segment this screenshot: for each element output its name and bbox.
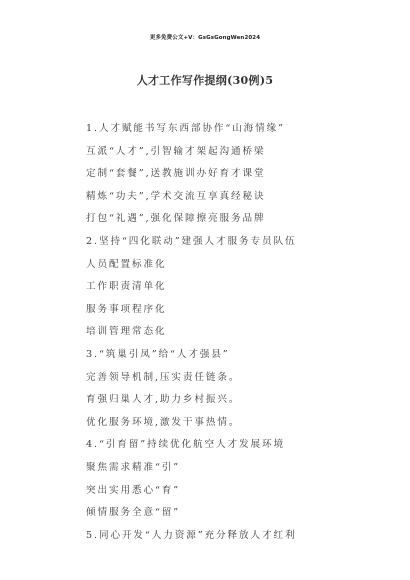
outline-item: 打包“礼遇”,强化保障擦亮服务品牌 — [86, 213, 266, 225]
outline-item: 突出实用悉心“育” — [86, 484, 181, 496]
outline-item: 人员配置标准化 — [86, 258, 167, 270]
header-note: 更多免费公文+V：GsGsGongWen2024 — [149, 35, 261, 41]
outline-item: 服务事项程序化 — [86, 303, 167, 315]
outline-item: 定制“套餐”,送教施训办好育才课堂 — [86, 168, 266, 180]
outline-heading: 1.人才赋能书写东西部协作“山海情缘” — [86, 123, 285, 134]
outline-list — [86, 120, 386, 549]
outline-item: 互派“人才”,引智输才架起沟通桥梁 — [86, 145, 266, 157]
outline-item: 培训管理常态化 — [86, 326, 167, 338]
outline-heading: 3.“筑巢引凤”给“人才强县” — [86, 348, 230, 360]
outline-heading: 2.坚持“四化联动”建强人才服务专员队伍 — [86, 235, 297, 247]
outline-item: 聚焦需求精准“引” — [86, 461, 181, 473]
document-title: 人才工作写作提纲(30例)5 — [136, 74, 274, 87]
outline-item: 倾情服务全意“留” — [86, 507, 181, 519]
outline-item: 育强归巢人才,助力乡村振兴。 — [86, 394, 241, 406]
outline-item: 完善领导机制,压实责任链条。 — [86, 371, 241, 383]
outline-item: 优化服务环境,激发干事热情。 — [86, 416, 241, 428]
outline-heading: 4.“引育留”持续优化航空人才发展环境 — [86, 439, 285, 451]
outline-item: 精炼“功夫”,学术交流互享真经秘诀 — [86, 190, 266, 202]
outline-heading: 5.同心开发“人力资源”充分释放人才红利 — [86, 529, 297, 541]
outline-item: 工作职责清单化 — [86, 281, 167, 293]
